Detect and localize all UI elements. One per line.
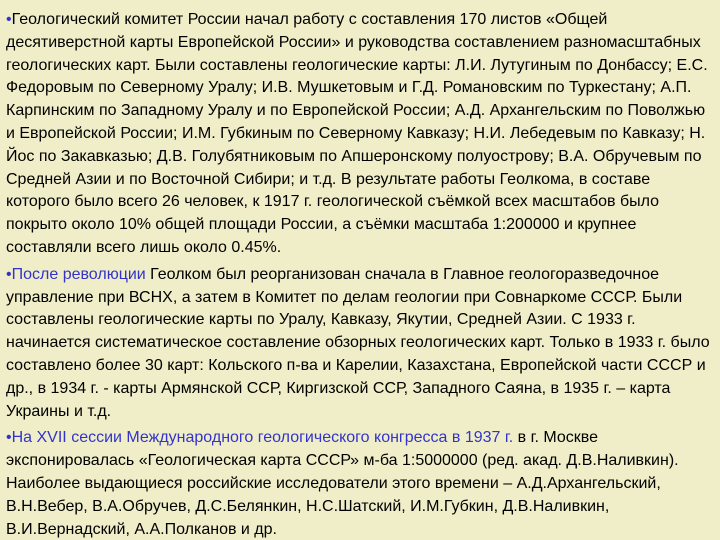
paragraph-geological-congress xyxy=(6,427,716,540)
paragraph-text: в г. Москве экспонировалась «Геологическая карта СССР» м-ба 1:5000000 (ред. акад. Д.В.Наливкин). Наиболее выдающиеся российские исследователи этого времени – А.Д.Архангельский, В.Н.Вебер, В.А.Обручев, Д.С.Белянкин, Н.С.Шатский, И.М.Губкин, Д.В.Наливкин, В.И.Вернадский, А.А.Полканов и др. xyxy=(6,429,679,538)
slide-body xyxy=(6,9,716,540)
paragraph-after-revolution xyxy=(6,264,716,424)
paragraph-text: Геологический комитет России начал работу с составления 170 листов «Общей десятиверстной карты Европейской России» и руководства составлением разномасштабных геологических карт. Были составлены геологические карты: Л.И. Лутугиным по Донбассу; Е.С. Федоровым по Северному Уралу; И.В. Мушкетовым и Г.Д. Романовским по Туркестану; А.П. Карпинским по Западному Уралу и по Европейской России; А.Д. Архангельским по Поволжью и Европейской России; И.М. Губкиным по Северному Кавказу; Н.И. Лебедевым по Кавказу; Н. Йос по Закавказью; Д.В. Голубятниковым по Апшеронскому полуострову; В.А. Обручевым по Средней Азии и по Восточной Сибири; и т.д. В результате работы Геолкома, в составе которого было всего 26 человек, к 1917 г. геологической съёмкой всех масштабов было покрыто около 10% общей площади России, а съёмки масштаба 1:200000 и крупнее составляли всего лишь около 0.45%. xyxy=(6,11,708,256)
paragraph-text: Геолком был реорганизован сначала в Главное геологоразведочное управление при ВСНХ, а затем в Комитет по делам геологии при Совнаркоме СССР. Были составлены геологические карты по Уралу, Кавказу, Якутии, Средней Азии. С 1933 г. начинается систематическое составление обзорных геологических карт. Только в 1933 г. было составлено более 30 карт: Кольского п-ва и Карелии, Казахстана, Европейской части СССР и др., в 1934 г. - карты Армянской ССР, Киргизской ССР, Западного Саяна, в 1935 г. – карта Украины и т.д. xyxy=(6,265,710,420)
bullet-marker: • xyxy=(6,11,12,28)
highlight-phrase: На XVII сессии Международного геологического конгресса в 1937 г. xyxy=(11,429,514,447)
bullet-marker: • xyxy=(6,265,12,283)
highlight-phrase: После революции xyxy=(11,265,146,283)
paragraph-geolkom-maps xyxy=(6,9,716,260)
bullet-marker: • xyxy=(6,429,12,447)
